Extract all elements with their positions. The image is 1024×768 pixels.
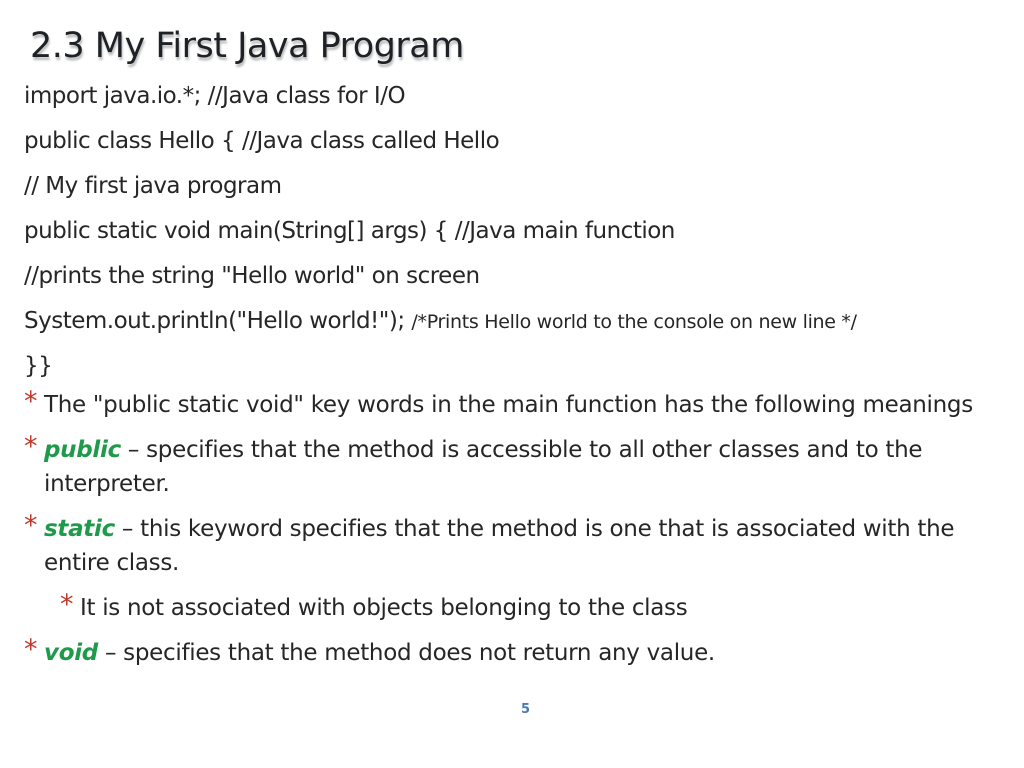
bullet-intro-text: The "public static void" key words in the main function has the following meanings xyxy=(44,392,973,418)
bullet-intro xyxy=(24,388,1004,422)
code-line-comment: // My first java program xyxy=(24,173,282,199)
keyword-public: public xyxy=(44,437,121,463)
keyword-void: void xyxy=(44,640,98,666)
bullet-marker: * xyxy=(24,431,38,462)
bullet-public-text: – specifies that the method is accessible to all other classes and to the interpreter. xyxy=(44,437,923,497)
bullet-static xyxy=(24,512,1004,580)
code-block xyxy=(24,74,857,389)
bullet-public xyxy=(24,433,1004,501)
bullet-marker: * xyxy=(24,634,38,665)
bullet-static-sub-text: It is not associated with objects belonging to the class xyxy=(80,595,688,621)
code-line-prints-comment: //prints the string "Hello world" on screen xyxy=(24,263,480,289)
page-number: 5 xyxy=(521,702,531,717)
bullet-static-sub xyxy=(60,591,1004,625)
code-line-closing-braces: }} xyxy=(24,353,53,379)
bullet-marker: * xyxy=(60,589,74,620)
bullet-static-text: – this keyword specifies that the method is one that is associated with the entire class. xyxy=(44,516,955,576)
bullet-void xyxy=(24,636,1004,670)
slide-title: 2.3 My First Java Program xyxy=(30,26,464,66)
code-line-println xyxy=(24,299,857,344)
println-comment: /*Prints Hello world to the console on new line */ xyxy=(411,311,857,333)
bullet-marker: * xyxy=(24,510,38,541)
keyword-static: static xyxy=(44,516,115,542)
bullet-marker: * xyxy=(24,386,38,417)
code-line-import: import java.io.*; //Java class for I/O xyxy=(24,83,406,109)
bullet-list xyxy=(24,388,1004,681)
println-code: System.out.println("Hello world!"); xyxy=(24,308,412,334)
code-line-main: public static void main(String[] args) { //Java main function xyxy=(24,218,675,244)
code-line-class: public class Hello { //Java class called Hello xyxy=(24,128,500,154)
bullet-void-text: – specifies that the method does not return any value. xyxy=(97,640,715,666)
